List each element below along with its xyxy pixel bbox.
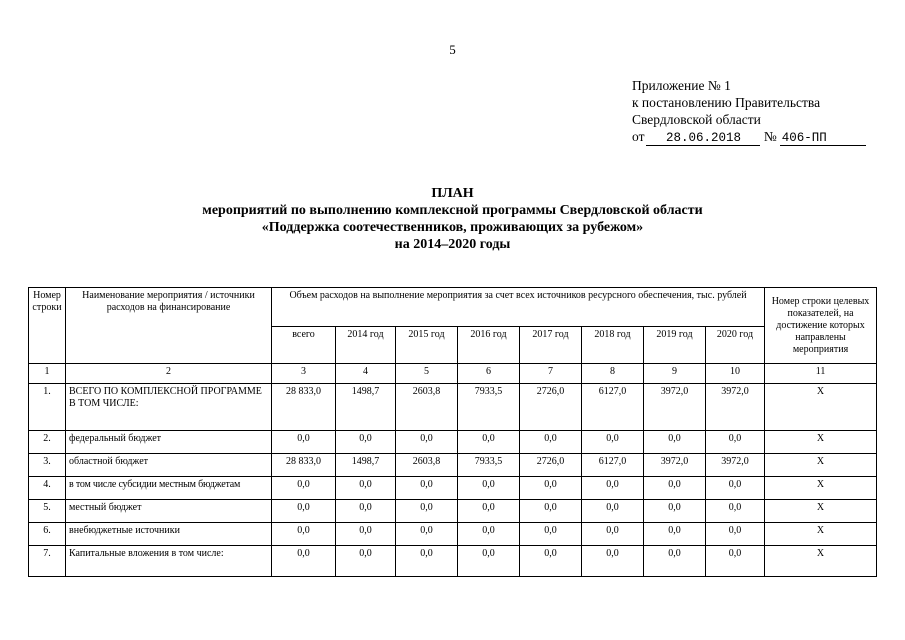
title-line-3: «Поддержка соотечественников, проживающих за рубежом»	[261, 220, 644, 235]
row-target: Х	[765, 431, 877, 454]
row-name: в том числе субсидии местным бюджетам	[66, 477, 272, 500]
row-number: 1.	[29, 384, 66, 431]
column-number: 9	[644, 364, 706, 384]
appendix-title: Приложение № 1	[632, 78, 731, 93]
header-year: 2014 год	[336, 327, 396, 364]
row-value: 0,0	[644, 477, 706, 500]
table-row	[29, 523, 877, 546]
table-row	[29, 500, 877, 523]
header-row	[29, 288, 877, 327]
row-target: Х	[765, 500, 877, 523]
row-name: внебюджетные источники	[66, 523, 272, 546]
plan-table	[28, 287, 877, 577]
row-number: 5.	[29, 500, 66, 523]
row-value: 2726,0	[520, 454, 582, 477]
row-name: федеральный бюджет	[66, 431, 272, 454]
row-name: областной бюджет	[66, 454, 272, 477]
row-number: 2.	[29, 431, 66, 454]
appendix-line-region: Свердловской области	[632, 112, 761, 127]
column-number: 5	[396, 364, 458, 384]
row-value: 0,0	[272, 477, 336, 500]
row-number: 7.	[29, 546, 66, 577]
column-number: 10	[706, 364, 765, 384]
appendix-line-decree: к постановлению Правительства	[632, 95, 821, 110]
row-value: 0,0	[458, 500, 520, 523]
row-value: 0,0	[644, 500, 706, 523]
row-target: Х	[765, 384, 877, 431]
table-row	[29, 477, 877, 500]
decree-number: 406-ПП	[780, 131, 866, 146]
column-number: 8	[582, 364, 644, 384]
header-year: 2015 год	[396, 327, 458, 364]
table-row	[29, 431, 877, 454]
row-value: 0,0	[396, 477, 458, 500]
row-value: 0,0	[458, 546, 520, 577]
row-value: 3972,0	[644, 384, 706, 431]
row-value: 6127,0	[582, 384, 644, 431]
row-value: 3972,0	[644, 454, 706, 477]
row-value: 0,0	[582, 523, 644, 546]
column-number: 6	[458, 364, 520, 384]
column-number: 4	[336, 364, 396, 384]
header-year: 2017 год	[520, 327, 582, 364]
row-value: 0,0	[644, 546, 706, 577]
row-value: 0,0	[520, 431, 582, 454]
row-value: 0,0	[582, 546, 644, 577]
row-value: 0,0	[458, 431, 520, 454]
header-year: 2020 год	[706, 327, 765, 364]
row-number: 6.	[29, 523, 66, 546]
title-plan: ПЛАН	[431, 186, 474, 201]
column-number: 7	[520, 364, 582, 384]
row-value: 7933,5	[458, 384, 520, 431]
row-value: 0,0	[706, 477, 765, 500]
row-value: 0,0	[336, 546, 396, 577]
column-number: 1	[29, 364, 66, 384]
decree-date: 28.06.2018	[646, 131, 760, 146]
row-value: 2726,0	[520, 384, 582, 431]
row-value: 2603,8	[396, 454, 458, 477]
row-value: 0,0	[706, 500, 765, 523]
row-value: 3972,0	[706, 384, 765, 431]
title-line-4: на 2014–2020 годы	[394, 237, 511, 252]
header-volume: Объем расходов на выполнение мероприятия за счет всех источников ресурсного обеспечения, тыс. рублей	[272, 288, 765, 327]
row-target: Х	[765, 523, 877, 546]
row-value: 0,0	[272, 500, 336, 523]
row-value: 0,0	[336, 477, 396, 500]
header-name: Наименование мероприятия / источники расходов на финансирование	[66, 288, 272, 364]
row-value: 0,0	[336, 500, 396, 523]
table-row	[29, 454, 877, 477]
row-value: 0,0	[644, 431, 706, 454]
header-row-number: Номер строки	[29, 288, 66, 364]
row-value: 0,0	[272, 546, 336, 577]
row-number: 4.	[29, 477, 66, 500]
row-value: 0,0	[272, 431, 336, 454]
table-row	[29, 384, 877, 431]
table-row	[29, 546, 877, 577]
row-value: 0,0	[272, 523, 336, 546]
header-target: Номер строки целевых показателей, на достижение которых направлены мероприятия	[765, 288, 877, 364]
row-value: 0,0	[582, 431, 644, 454]
row-value: 28 833,0	[272, 454, 336, 477]
row-value: 0,0	[582, 500, 644, 523]
row-name: местный бюджет	[66, 500, 272, 523]
row-value: 6127,0	[582, 454, 644, 477]
row-value: 7933,5	[458, 454, 520, 477]
column-number: 3	[272, 364, 336, 384]
header-year: 2016 год	[458, 327, 520, 364]
row-value: 1498,7	[336, 454, 396, 477]
column-number: 11	[765, 364, 877, 384]
row-value: 0,0	[644, 523, 706, 546]
row-value: 0,0	[582, 477, 644, 500]
row-value: 0,0	[520, 500, 582, 523]
number-prefix: №	[763, 129, 777, 144]
row-value: 0,0	[396, 523, 458, 546]
row-value: 0,0	[706, 523, 765, 546]
row-value: 1498,7	[336, 384, 396, 431]
header-total: всего	[272, 327, 336, 364]
document-title	[0, 185, 905, 253]
appendix-block	[632, 77, 892, 146]
row-value: 0,0	[396, 431, 458, 454]
row-value: 0,0	[706, 431, 765, 454]
header-year: 2019 год	[644, 327, 706, 364]
row-value: 0,0	[336, 523, 396, 546]
row-value: 0,0	[458, 523, 520, 546]
row-value: 2603,8	[396, 384, 458, 431]
row-value: 0,0	[706, 546, 765, 577]
row-number: 3.	[29, 454, 66, 477]
row-value: 0,0	[396, 546, 458, 577]
row-value: 0,0	[336, 431, 396, 454]
title-line-2: мероприятий по выполнению комплексной программы Свердловской области	[202, 203, 703, 218]
date-prefix: от	[632, 129, 645, 144]
row-value: 0,0	[520, 477, 582, 500]
row-value: 3972,0	[706, 454, 765, 477]
page-number: 5	[449, 42, 456, 57]
row-target: Х	[765, 546, 877, 577]
row-target: Х	[765, 477, 877, 500]
header-year: 2018 год	[582, 327, 644, 364]
row-value: 0,0	[520, 546, 582, 577]
row-value: 0,0	[520, 523, 582, 546]
row-value: 28 833,0	[272, 384, 336, 431]
column-number: 2	[66, 364, 272, 384]
row-name: ВСЕГО ПО КОМПЛЕКСНОЙ ПРОГРАММЕ В ТОМ ЧИСЛЕ:	[66, 384, 272, 431]
row-value: 0,0	[458, 477, 520, 500]
row-value: 0,0	[396, 500, 458, 523]
row-name: Капитальные вложения в том числе:	[66, 546, 272, 577]
appendix-date-number	[632, 128, 892, 146]
column-numbers-row	[29, 364, 877, 384]
row-target: Х	[765, 454, 877, 477]
